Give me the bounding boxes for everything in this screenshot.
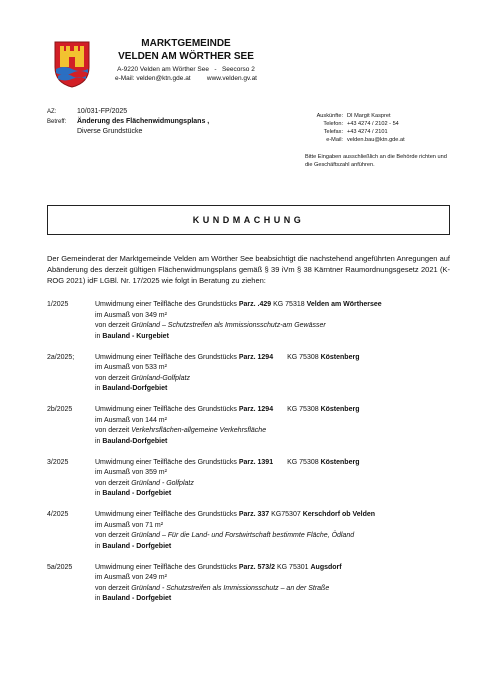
contact-telefon-value: +43 4274 / 2102 - 54: [347, 121, 399, 127]
entry-from: Grünland - Golfplatz: [131, 479, 194, 487]
title-box: [47, 205, 450, 235]
org-name-line1: MARKTGEMEINDE: [141, 38, 231, 49]
entry-item: [47, 563, 467, 605]
email-label: e-Mail:: [114, 74, 135, 82]
address-separator: -: [214, 66, 217, 73]
entry-area: im Ausmaß von 71 m²: [95, 521, 164, 529]
coat-of-arms-logo: [52, 39, 92, 89]
address-postal: A-9220 Velden am Wörther See: [117, 66, 209, 73]
entry-area: im Ausmaß von 144 m²: [95, 416, 167, 424]
entry-number: 1/2025: [47, 301, 69, 308]
entry-from-prefix: von derzeit: [95, 374, 130, 382]
reference-number: [47, 107, 127, 117]
entry-place: Köstenberg: [320, 458, 360, 466]
entry-from-prefix: von derzeit: [95, 427, 130, 434]
entry-item: [47, 405, 467, 447]
contact-telefon-label: Telefon:: [323, 121, 343, 127]
entry-parcel: Parz. 1391: [238, 458, 274, 466]
contact-block: [305, 112, 455, 169]
org-address: [96, 66, 276, 83]
entry-to: Bauland - Dorfgebiet: [102, 490, 172, 497]
entry-to: Bauland-Dorfgebiet: [102, 437, 168, 445]
entry-area: im Ausmaß von 359 m²: [95, 469, 167, 476]
az-label: AZ:: [47, 109, 57, 115]
entry-place: Köstenberg: [320, 353, 360, 361]
entries-list: [47, 300, 467, 615]
entry-parcel: Parz. 1294: [238, 406, 274, 413]
betreff-line1: Änderung des Flächenwidmungsplans ,: [77, 118, 210, 125]
document-title: KUNDMACHUNG: [192, 215, 305, 225]
entry-parcel: Parz. 337: [238, 511, 270, 518]
entry-to-prefix: in: [95, 595, 101, 602]
entry-lead: Umwidmung einer Teilfläche des Grundstücks: [95, 353, 237, 361]
entry-number: 3/2025: [47, 458, 69, 466]
contact-auskunft-label: Auskünfte:: [316, 113, 343, 119]
entry-kg: KG 75318: [273, 301, 305, 308]
entry-to-prefix: in: [95, 490, 101, 497]
org-website: www.velden.gv.at: [206, 74, 257, 82]
entry-to: Bauland-Dorfgebiet: [102, 385, 168, 392]
entry-kg: KG 75301: [277, 563, 309, 571]
entry-kg: KG 75308: [287, 458, 319, 466]
entry-from: Grünland - Schutzstreifen als Immissionsschutz – an der Straße: [131, 584, 330, 592]
entry-area: im Ausmaß von 533 m²: [95, 364, 167, 371]
entry-kg: KG75307: [271, 511, 301, 518]
az-value: 10/031-FP/2025: [77, 108, 128, 115]
entry-place: Augsdorf: [310, 563, 342, 571]
contact-note: Bitte Eingaben ausschließlich an die Behörde richten und die Geschäftszahl anführen.: [305, 154, 447, 168]
entry-to-prefix: in: [95, 542, 101, 550]
entry-from: Verkehrsflächen-allgemeine Verkehrsfläche: [131, 427, 267, 434]
entry-from: Grünland – Schutzstreifen als Immissionsschutz-am Gewässer: [131, 322, 326, 329]
contact-auskunft-value: DI Margit Kaspret: [347, 113, 391, 119]
contact-email-value: velden.bau@ktn.gde.at: [347, 137, 405, 143]
entry-parcel: Parz. .429: [238, 301, 272, 308]
entry-place: Kerschdorf ob Velden: [302, 511, 376, 518]
entry-place: Köstenberg: [320, 406, 360, 413]
entry-from-prefix: von derzeit: [95, 479, 130, 487]
entry-to: Bauland - Kurgebiet: [102, 332, 169, 340]
entry-place: Velden am Wörthersee: [306, 301, 382, 308]
entry-lead: Umwidmung einer Teilfläche des Grundstücks: [95, 406, 237, 413]
intro-paragraph: Der Gemeinderat der Marktgemeinde Velden am Wörther See beabsichtigt die nachstehend angeführten Anregungen auf Abänderung des derzeit gültigen Flächenwidmungsplans gemäß § 39 iVm § 38 Kärntner Raumordnungsgesetz 2021 (K-ROG 2021) idF LGBl. Nr. 17/2025 wie folgt in Beratung zu ziehen:: [47, 254, 450, 285]
entry-parcel: Parz. 1294: [238, 353, 274, 361]
contact-telefax-label: Telefax:: [323, 129, 343, 135]
entry-to: Bauland - Dorfgebiet: [102, 595, 172, 602]
entry-kg: KG 75308: [287, 353, 319, 361]
entry-from-prefix: von derzeit: [95, 584, 130, 592]
entry-item: [47, 510, 467, 552]
entry-to: Bauland - Dorfgebiet: [102, 542, 172, 550]
entry-lead: Umwidmung einer Teilfläche des Grundstücks: [95, 458, 237, 466]
org-name-line2: VELDEN AM WÖRTHER SEE: [118, 50, 254, 62]
entry-from: Grünland – Für die Land- und Forstwirtschaft bestimmte Fläche, Ödland: [131, 532, 355, 539]
subject: [47, 117, 209, 137]
contact-telefax-value: +43 4274 / 2101: [347, 129, 388, 135]
org-email: velden@ktn.gde.at: [136, 74, 191, 82]
entry-kg: KG 75308: [287, 406, 319, 413]
entry-parcel: Parz. 573/2: [238, 563, 276, 571]
entry-number: 4/2025: [47, 511, 69, 518]
entry-lead: Umwidmung einer Teilfläche des Grundstücks: [95, 301, 237, 308]
entry-number: 5a/2025: [47, 563, 73, 571]
entry-lead: Umwidmung einer Teilfläche des Grundstücks: [95, 563, 237, 571]
entry-item: [47, 458, 467, 500]
entry-from-prefix: von derzeit: [95, 322, 130, 329]
entry-to-prefix: in: [95, 332, 101, 340]
entry-item: [47, 353, 467, 395]
entry-area: im Ausmaß von 249 m²: [95, 574, 167, 581]
betreff-label: Betreff:: [47, 119, 67, 125]
entry-number: 2b/2025: [47, 406, 73, 413]
entry-area: im Ausmaß von 349 m²: [95, 311, 167, 319]
entry-to-prefix: in: [95, 385, 101, 392]
entry-to-prefix: in: [95, 437, 101, 445]
entry-lead: Umwidmung einer Teilfläche des Grundstücks: [95, 511, 237, 518]
address-street: Seecorso 2: [221, 66, 255, 73]
entry-from: Grünland-Golfplatz: [131, 374, 190, 382]
contact-email-label: e-Mail:: [326, 137, 343, 143]
entry-number: 2a/2025;: [47, 353, 75, 361]
organization-name: [96, 38, 276, 63]
entry-item: [47, 300, 467, 342]
betreff-line2: Diverse Grundstücke: [77, 128, 143, 135]
entry-from-prefix: von derzeit: [95, 532, 130, 539]
